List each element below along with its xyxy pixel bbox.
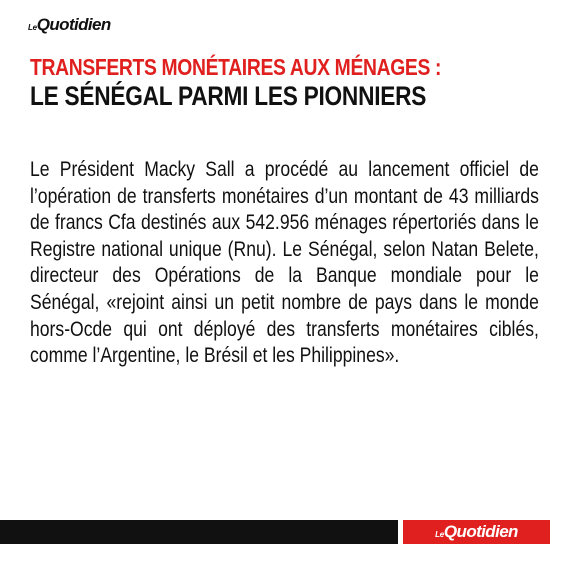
footer-logo-prefix: Le — [435, 530, 444, 539]
header-logo — [28, 16, 111, 34]
headline — [30, 54, 550, 111]
headline-title: LE SÉNÉGAL PARMI LES PIONNIERS — [30, 81, 427, 111]
logo-prefix: Le — [28, 23, 37, 32]
headline-kicker: TRANSFERTS MONÉTAIRES AUX MÉNAGES : — [30, 54, 442, 80]
footer-logo-box — [403, 520, 550, 544]
footer-logo — [435, 523, 518, 541]
logo-name: Quotidien — [36, 15, 111, 34]
footer-logo-name: Quotidien — [443, 522, 518, 541]
article-body: Le Président Macky Sall a procédé au lancement officiel de l’opération de transferts monétaires d’un montant de 43 milliards de francs Cfa destinés aux 542.956 ménages répertoriés dans le Registre national unique (Rnu). Le Sénégal, selon Natan Belete, directeur des Opérations de la Banque mondiale pour le Sénégal, «rejoint ainsi un petit nombre de pays dans le monde hors-Ocde qui ont déployé des transferts monétaires ciblés, comme l’Argentine, le Brésil et les Philippines». — [30, 158, 539, 368]
footer-bar — [0, 520, 398, 544]
